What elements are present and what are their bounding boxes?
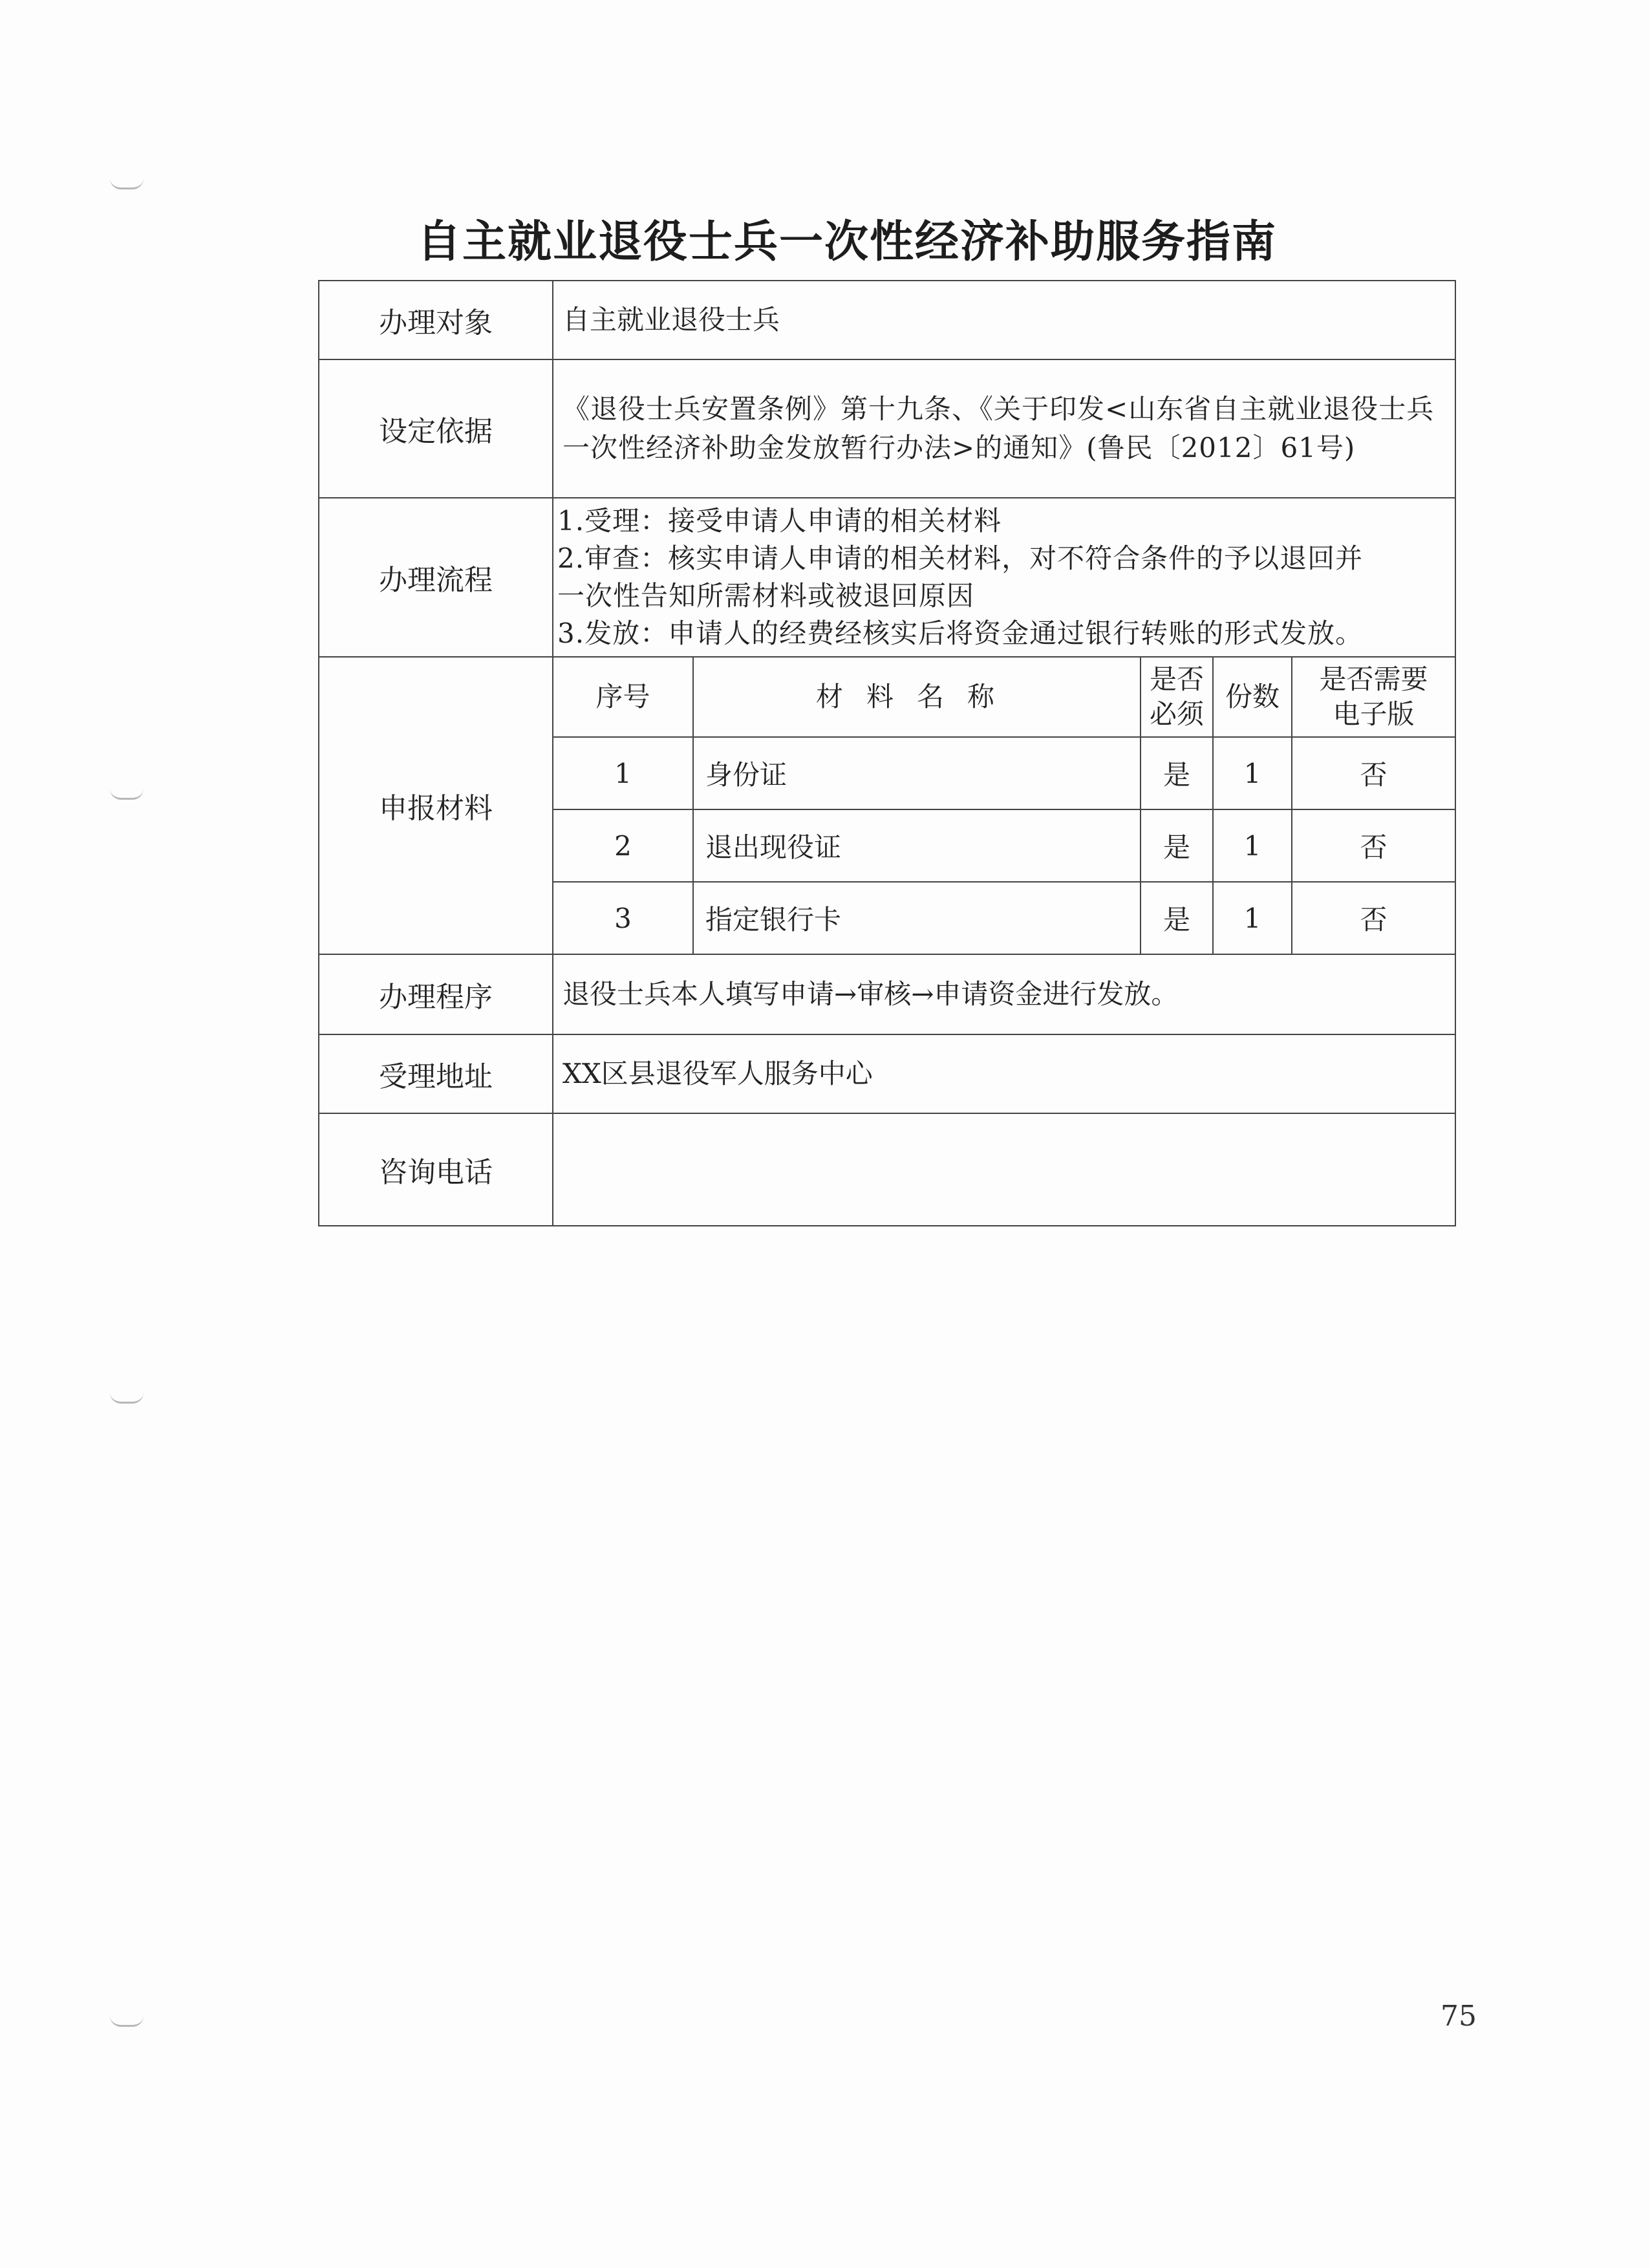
basis-value: 《退役士兵安置条例》第十九条、《关于印发<山东省自主就业退役士兵一次性经济补助金发放暂行办法>的通知》(鲁民〔2012〕61号): [553, 359, 1455, 498]
item-required: 是: [1141, 809, 1213, 882]
table-row-procedure: [319, 954, 1455, 1034]
item-seq: 1: [553, 737, 693, 809]
scan-punch-mark: [110, 2016, 144, 2027]
procedure-value: 退役士兵本人填写申请→审核→申请资金进行发放。: [553, 954, 1455, 1034]
table-row: [553, 882, 1455, 954]
item-copies: 1: [1213, 882, 1292, 954]
header-required-line: 是否: [1149, 663, 1204, 695]
phone-value: [553, 1113, 1455, 1226]
row-label: 办理程序: [319, 954, 553, 1034]
process-step: 1.受理：接受申请人申请的相关材料: [557, 505, 1002, 537]
header-required: [1141, 658, 1213, 737]
service-guide-table: [318, 280, 1456, 1226]
table-row: [553, 737, 1455, 809]
item-electronic: 否: [1292, 809, 1455, 882]
header-required-line: 必须: [1149, 698, 1204, 730]
process-step: 一次性告知所需材料或被退回原因: [557, 580, 975, 612]
item-electronic: 否: [1360, 904, 1388, 936]
item-copies: 1: [1213, 809, 1292, 882]
address-value: XX区县退役军人服务中心: [553, 1034, 1455, 1113]
scan-punch-mark: [110, 178, 144, 189]
row-label: 办理流程: [319, 498, 553, 657]
header-electronic: [1292, 658, 1455, 737]
item-name: 指定银行卡: [693, 882, 1141, 954]
scan-punch-mark: [110, 789, 144, 800]
table-row: [553, 809, 1455, 882]
item-seq: 2: [553, 809, 693, 882]
target-value: 自主就业退役士兵: [553, 281, 1455, 359]
row-label: 办理对象: [319, 281, 553, 359]
header-seq: 序号: [553, 658, 693, 737]
header-copies: 份数: [1213, 658, 1292, 737]
process-steps: [553, 498, 1455, 657]
header-electronic-line: 电子版: [1333, 698, 1415, 730]
table-row-materials: [319, 657, 1455, 954]
scan-punch-mark: [110, 1393, 144, 1404]
header-name: [693, 658, 1141, 737]
row-label: 咨询电话: [319, 1113, 553, 1226]
row-label: 设定依据: [319, 359, 553, 498]
materials-table: [553, 658, 1455, 954]
header-name-text: 材料名称: [815, 681, 1018, 712]
materials-cell: [553, 657, 1455, 954]
table-row-phone: [319, 1113, 1455, 1226]
item-name: 身份证: [693, 737, 1141, 809]
page-number: 75: [1441, 2000, 1477, 2033]
row-label: 受理地址: [319, 1034, 553, 1113]
process-step: 2.审查：核实申请人申请的相关材料，对不符合条件的予以退回并: [557, 542, 1364, 574]
item-electronic: 否: [1292, 737, 1455, 809]
table-row-process: [319, 498, 1455, 657]
item-copies: 1: [1213, 737, 1292, 809]
table-row-target: [319, 281, 1455, 359]
row-label: 申报材料: [319, 657, 553, 954]
item-required: 是: [1141, 737, 1213, 809]
process-step: 3.发放：申请人的经费经核实后将资金通过银行转账的形式发放。: [557, 617, 1364, 649]
document-title: 自主就业退役士兵一次性经济补助服务指南: [416, 216, 1277, 268]
item-seq: 3: [553, 882, 693, 954]
materials-header-row: [553, 658, 1455, 737]
item-name: 退出现役证: [693, 809, 1141, 882]
table-row-address: [319, 1034, 1455, 1113]
header-electronic-line: 是否需要: [1319, 663, 1428, 695]
item-required: 是: [1141, 882, 1213, 954]
table-row-basis: [319, 359, 1455, 498]
